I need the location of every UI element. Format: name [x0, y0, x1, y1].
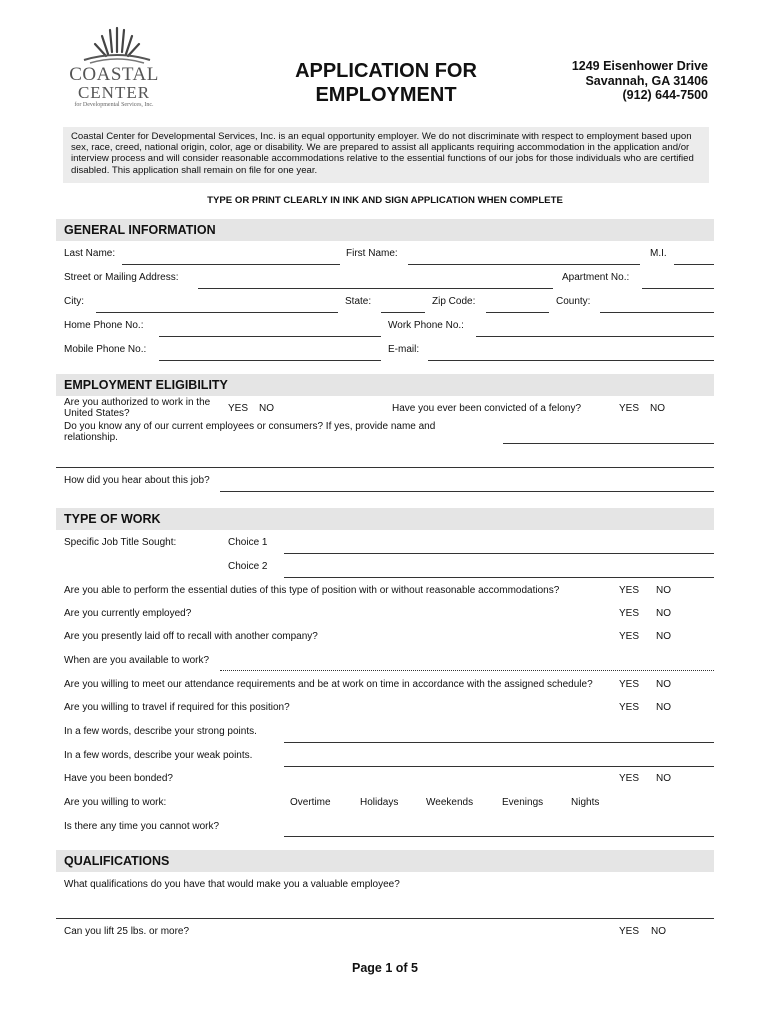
address-phone: (912) 644-7500: [622, 88, 708, 102]
employed-no[interactable]: NO: [656, 608, 671, 619]
felony-no[interactable]: NO: [650, 403, 665, 414]
bonded-no[interactable]: NO: [656, 773, 671, 784]
section-qualifications: QUALIFICATIONS: [56, 850, 714, 872]
available-question: When are you available to work?: [64, 655, 210, 666]
address-street: 1249 Eisenhower Drive: [571, 59, 708, 73]
know-employees-field-2[interactable]: [56, 467, 714, 468]
qualifications-question: What qualifications do you have that would make you a valuable employee?: [64, 879, 400, 890]
section-employment-eligibility: EMPLOYMENT ELIGIBILITY: [56, 374, 714, 396]
employed-yes[interactable]: YES: [619, 608, 640, 619]
willing-work-question: Are you willing to work:: [64, 797, 167, 808]
strong-points-question: In a few words, describe your strong points.: [64, 726, 257, 737]
title-line1: APPLICATION FOR: [295, 60, 477, 82]
logo: [62, 26, 172, 110]
page-number: Page 1 of 5: [352, 961, 418, 975]
option-overtime[interactable]: Overtime: [290, 797, 331, 808]
strong-points-field[interactable]: [284, 742, 714, 743]
email-field[interactable]: [428, 360, 714, 361]
work-phone-label: Work Phone No.:: [388, 320, 464, 331]
weak-points-field[interactable]: [284, 766, 714, 767]
felony-yes[interactable]: YES: [619, 403, 640, 414]
duties-no[interactable]: NO: [656, 585, 671, 596]
travel-question: Are you willing to travel if required for this position?: [64, 702, 290, 713]
company-address: [540, 59, 708, 103]
page-title: [276, 59, 496, 107]
mi-field[interactable]: [674, 264, 714, 265]
mobile-phone-label: Mobile Phone No.:: [64, 344, 147, 355]
employed-question: Are you currently employed?: [64, 608, 192, 619]
choice1-label: Choice 1: [228, 537, 268, 548]
home-phone-field[interactable]: [159, 336, 381, 337]
first-name-label: First Name:: [346, 248, 398, 259]
hear-about-question: How did you hear about this job?: [64, 475, 210, 486]
address-city: Savannah, GA 31406: [585, 73, 708, 88]
qualifications-field[interactable]: [56, 918, 714, 919]
lift-no[interactable]: NO: [651, 926, 666, 937]
last-name-field[interactable]: [122, 264, 340, 265]
choice2-label: Choice 2: [228, 561, 268, 572]
apartment-label: Apartment No.:: [562, 272, 630, 283]
option-holidays[interactable]: Holidays: [360, 797, 399, 808]
last-name-label: Last Name:: [64, 248, 116, 259]
cannot-work-question: Is there any time you cannot work?: [64, 821, 220, 832]
county-label: County:: [556, 296, 591, 307]
authorized-question: Are you authorized to work in the United States?: [64, 397, 211, 419]
home-phone-label: Home Phone No.:: [64, 320, 144, 331]
choice1-field[interactable]: [284, 553, 714, 554]
city-label: City:: [64, 296, 84, 307]
laidoff-question: Are you presently laid off to recall with another company?: [64, 631, 318, 642]
lift-question: Can you lift 25 lbs. or more?: [64, 926, 190, 937]
authorized-yes[interactable]: YES: [228, 403, 249, 414]
county-field[interactable]: [600, 312, 714, 313]
mi-label: M.I.: [650, 248, 667, 259]
title-line2: EMPLOYMENT: [315, 84, 457, 106]
travel-yes[interactable]: YES: [619, 702, 640, 713]
cannot-work-field[interactable]: [284, 836, 714, 837]
available-field[interactable]: [220, 670, 714, 671]
first-name-field[interactable]: [408, 264, 640, 265]
logo-line2: CENTER: [77, 83, 151, 102]
option-evenings[interactable]: Evenings: [502, 797, 544, 808]
attendance-no[interactable]: NO: [656, 679, 671, 690]
instruction-text: TYPE OR PRINT CLEARLY IN INK AND SIGN APPLICATION WHEN COMPLETE: [207, 195, 563, 206]
hear-about-field[interactable]: [220, 491, 714, 492]
apartment-field[interactable]: [642, 288, 714, 289]
bonded-yes[interactable]: YES: [619, 773, 640, 784]
zip-field[interactable]: [486, 312, 549, 313]
logo-emblem-icon: [62, 26, 172, 64]
know-employees-field[interactable]: [503, 443, 714, 444]
weak-points-question: In a few words, describe your weak points.: [64, 750, 253, 761]
option-weekends[interactable]: Weekends: [426, 797, 474, 808]
laidoff-no[interactable]: NO: [656, 631, 671, 642]
city-field[interactable]: [96, 312, 338, 313]
section-type-of-work: TYPE OF WORK: [56, 508, 714, 530]
work-phone-field[interactable]: [476, 336, 714, 337]
lift-yes[interactable]: YES: [619, 926, 640, 937]
attendance-question: Are you willing to meet our attendance requirements and be at work on time in accordance with the assigned schedule?: [64, 679, 593, 690]
travel-no[interactable]: NO: [656, 702, 671, 713]
eeo-statement: Coastal Center for Developmental Services, Inc. is an equal opportunity employer. We do not discriminate with respect to employment based upon sex, race, creed, national origin, color, age or disability. We are prepared to assist all applicants requiring accommodation in the application and/or interview process and will consider reasonable accommodations relative to the essential functions of our jobs for those individuals who are certified disabled. This application shall remain on file for one year.: [63, 127, 709, 183]
option-nights[interactable]: Nights: [571, 797, 600, 808]
logo-line3: for Developmental Services, Inc.: [74, 102, 154, 108]
duties-yes[interactable]: YES: [619, 585, 640, 596]
logo-line1: COASTAL: [69, 64, 159, 85]
section-general-information: GENERAL INFORMATION: [56, 219, 714, 241]
zip-label: Zip Code:: [432, 296, 476, 307]
choice2-field[interactable]: [284, 577, 714, 578]
duties-question: Are you able to perform the essential duties of this type of position with or without reasonable accommodations?: [64, 585, 560, 596]
state-label: State:: [345, 296, 372, 307]
street-field[interactable]: [198, 288, 553, 289]
authorized-no[interactable]: NO: [259, 403, 274, 414]
mobile-phone-field[interactable]: [159, 360, 381, 361]
attendance-yes[interactable]: YES: [619, 679, 640, 690]
street-label: Street or Mailing Address:: [64, 272, 179, 283]
know-employees-question: Do you know any of our current employees or consumers? If yes, provide name and relationship.: [64, 421, 436, 443]
laidoff-yes[interactable]: YES: [619, 631, 640, 642]
bonded-question: Have you been bonded?: [64, 773, 173, 784]
email-label: E-mail:: [388, 344, 420, 355]
felony-question: Have you ever been convicted of a felony?: [392, 403, 582, 414]
job-title-label: Specific Job Title Sought:: [64, 537, 177, 548]
state-field[interactable]: [381, 312, 425, 313]
